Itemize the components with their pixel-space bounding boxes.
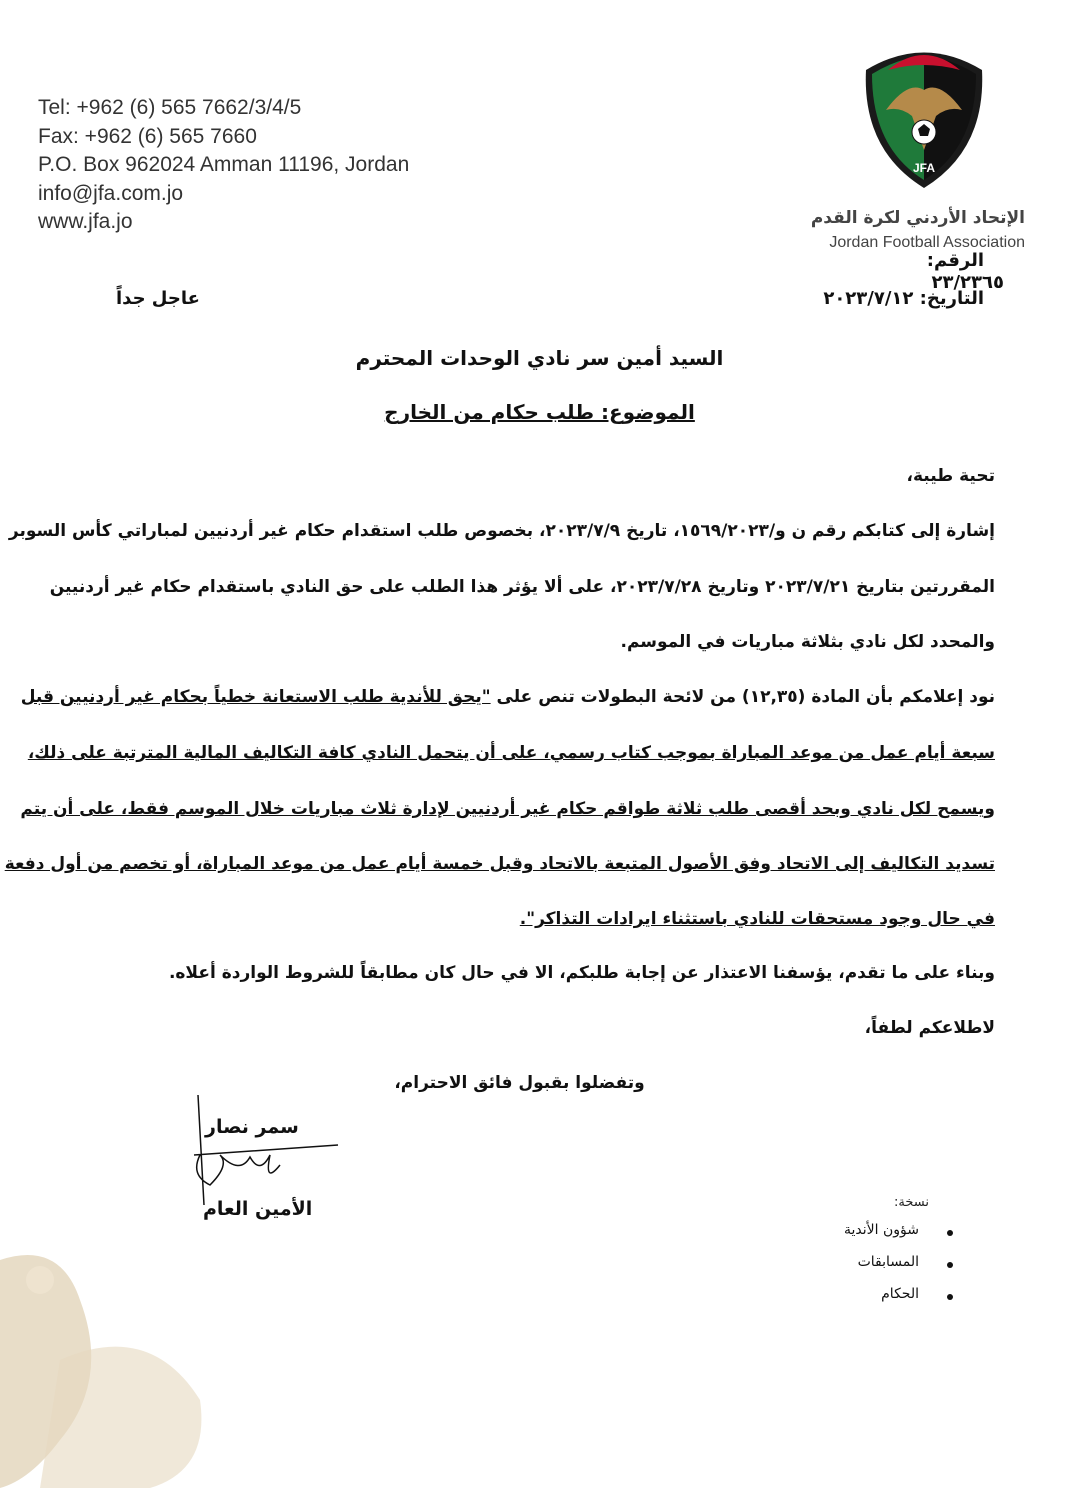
jfa-logo-icon bbox=[858, 40, 990, 190]
org-name-english: Jordan Football Association bbox=[829, 234, 1025, 251]
closing: وتفضلوا بقبول فائق الاحترام، bbox=[394, 1073, 645, 1093]
quoted-line: ويسمح لكل نادي وبحد أقصى طلب ثلاثة طواقم حكام غير أردنيين لإدارة ثلاث مباريات خلال الموسم فقط، على أن يتم bbox=[20, 799, 995, 819]
signatory-name: سمر نصار bbox=[205, 1116, 299, 1138]
article-quote: "يحق للأندية طلب الاستعانة خطياً بحكام غير أردنيين قبل bbox=[20, 687, 491, 707]
ref-value: ٢٣/٢٣٦٥ bbox=[931, 272, 1004, 293]
addressee: السيد أمين سر نادي الوحدات المحترم bbox=[355, 346, 724, 370]
subject-text: الموضوع: طلب حكام من الخارج bbox=[384, 400, 695, 424]
subject bbox=[0, 400, 1079, 424]
quoted-line: سبعة أيام عمل من موعد المباراة بموجب كتاب رسمي، على أن يتحمل النادي كافة التكاليف المالية المترتبة على ذلك، bbox=[27, 743, 995, 763]
contact-block bbox=[38, 94, 409, 237]
copy-item: المسابقات bbox=[844, 1254, 953, 1286]
quoted-line bbox=[100, 909, 995, 929]
org-name-arabic: الإتحاد الأردني لكرة القدم bbox=[810, 208, 1025, 228]
po-box: P.O. Box 962024 Amman 11196, Jordan bbox=[38, 153, 410, 176]
decorative-watermark-icon bbox=[0, 1240, 220, 1488]
paragraph-line bbox=[20, 687, 995, 707]
paragraph-line: والمحدد لكل نادي بثلاثة مباريات في الموسم. bbox=[620, 632, 995, 652]
copy-label: نسخة: bbox=[894, 1195, 929, 1210]
copy-item: الحكام bbox=[844, 1286, 953, 1318]
paragraph-line: إشارة إلى كتابكم رقم ن و/١٥٦٩/٢٠٢٣، تاريخ ٢٠٢٣/٧/٩، بخصوص طلب استقدام حكام غير أردنيين لمباراتي كأس السوبر bbox=[8, 521, 995, 541]
paragraph-line: لاطلاعكم لطفاً، bbox=[864, 1018, 995, 1038]
paragraph-line: المقررتين بتاريخ ٢٠٢٣/٧/٢١ وتاريخ ٢٠٢٣/٧/٢٨، على ألا يؤثر هذا الطلب على حق النادي باستقدام حكام غير أردنيين bbox=[49, 577, 995, 597]
ref-label: الرقم: bbox=[926, 250, 984, 271]
paragraph-line: وبناء على ما تقدم، يؤسفنا الاعتذار عن إجابة طلبكم، الا في حال كان مطابقاً للشروط الواردة أعلاه. bbox=[168, 963, 995, 983]
quoted-line-end: في حال وجود مستحقات للنادي باستثناء ايرادات التذاكر". bbox=[519, 909, 995, 929]
svg-text:JFA: JFA bbox=[912, 161, 936, 175]
website: www.jfa.jo bbox=[38, 210, 133, 233]
greeting: تحية طيبة، bbox=[906, 466, 995, 486]
letter-date bbox=[823, 288, 984, 309]
fax: Fax: +962 (6) 565 7660 bbox=[38, 124, 257, 148]
phone: Tel: +962 (6) 565 7662/3/4/5 bbox=[38, 96, 302, 119]
copy-list bbox=[844, 1222, 953, 1318]
email: info@jfa.com.jo bbox=[38, 181, 184, 205]
quoted-line: تسديد التكاليف إلى الاتحاد وفق الأصول المتبعة بالاتحاد وقبل خمسة أيام عمل من موعد المباراة، أو تخصم من أول دفعة bbox=[4, 854, 995, 874]
urgent-label: عاجل جداً bbox=[116, 288, 200, 309]
signatory-title: الأمين العام bbox=[203, 1198, 313, 1220]
copy-item: شؤون الأندية bbox=[844, 1222, 953, 1254]
article-intro: نود إعلامكم بأن المادة (١٢,٣٥) من لائحة البطولات تنص على bbox=[490, 687, 995, 707]
date-value: ٢٠٢٣/٧/١٢ bbox=[823, 288, 914, 309]
date-label: التاريخ: bbox=[919, 288, 984, 309]
